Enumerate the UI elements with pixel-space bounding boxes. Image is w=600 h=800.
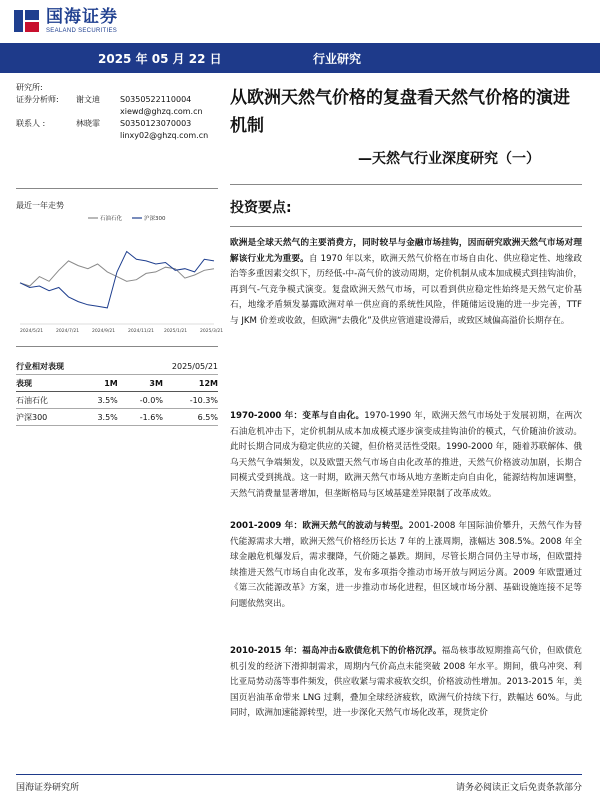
- paragraph-lead: 欧洲是全球天然气的主要消费方，同时较早与金融市场挂钩，因而研究欧洲天然气市场对理解该行业尤为重要。: [230, 238, 582, 264]
- x-tick-label: 2024/7/21: [56, 329, 80, 334]
- table-cell: -0.0%: [118, 392, 163, 409]
- table-cell: -10.3%: [163, 392, 218, 409]
- trend-chart: [16, 212, 224, 337]
- x-tick-label: 2024/9/21: [92, 329, 116, 334]
- contact-name: 林晓霏: [76, 119, 100, 128]
- legend-label: 沪深300: [144, 216, 166, 222]
- contact-email[interactable]: linxy02@ghzq.com.cn: [120, 131, 209, 140]
- contact-label: 联系人 :: [16, 119, 46, 128]
- report-subtitle: —天然气行业深度研究（一）: [358, 151, 540, 167]
- section-divider: [230, 226, 582, 227]
- paragraph-text: 1970-1990 年，欧洲天然气市场处于发展初期，在两次石油危机冲击下，定价机制从成本加成模式逐步演变成挂钩油价的模式，气价随油价波动。此时长期合同成为稳定供应的关键，但价格灵活性受限。1990-2000 年，随着苏联解体、俄乌天然气争端频发，以及欧盟天然气市场自由化改革的推进，天然气价格波动加剧，长期合同模式受到挑战。这一时期，欧洲天然气市场从地方垄断走向自由化，能源结构加速调整，天然气消费量显著增加，但垄断格局与区域基建差异限制了改革成效。: [230, 411, 582, 499]
- title-line-2: 机制: [230, 116, 264, 136]
- table-row: [16, 409, 218, 426]
- performance-table: [16, 358, 218, 426]
- table-header: 12M: [163, 375, 218, 392]
- paragraph-text: 福岛核事故短期推高气价，但欧债危机引发的经济下滑抑制需求，周期内气价高点未能突破 2008 年水平。期间，俄乌冲突、利比亚局势动荡等事件频发，供应收紧与需求疲软交织，价格波动性增加。2013-2015 年，美国页岩油革命带来 LNG 过剩，叠加全球经济疲软，欧洲气价持续下行，跌幅达 60%。与此同时，欧洲加速能源转型，进一步深化天然气市场化改革，现货定价: [230, 646, 582, 719]
- table-cell: 石油石化: [16, 392, 78, 409]
- brand-name-cn: 国海证券: [46, 6, 118, 27]
- report-date: 2025 年 05 月 22 日: [98, 52, 222, 66]
- left-divider: [16, 188, 218, 189]
- table-header: 3M: [118, 375, 163, 392]
- table-header-row: [16, 375, 218, 392]
- analyst-label: 证券分析师:: [16, 95, 59, 104]
- author-info: [16, 82, 218, 142]
- performance-title: 行业相对表现: [16, 358, 118, 375]
- x-tick-label: 2025/1/21: [164, 329, 188, 334]
- paragraph-lead: 2001-2009 年：欧洲天然气的波动与转型。: [230, 521, 409, 531]
- analyst-email[interactable]: xiewd@ghzq.com.cn: [120, 107, 203, 116]
- paragraph: [230, 409, 582, 503]
- footer-divider: [16, 774, 582, 775]
- contact-cert: S0350123070003: [120, 119, 192, 128]
- table-header: 表现: [16, 375, 78, 392]
- section-heading: 投资要点:: [230, 200, 292, 216]
- x-tick-label: 2025/3/21: [200, 329, 224, 334]
- paragraph-lead: 2010-2015 年：福岛冲击&欧债危机下的价格沉浮。: [230, 646, 442, 656]
- institute-heading: 研究所:: [16, 83, 43, 92]
- paragraph: [230, 644, 582, 722]
- analyst-name: 谢文迪: [76, 95, 100, 104]
- x-tick-label: 2024/5/21: [20, 329, 44, 334]
- brand-name-en: SEALAND SECURITIES: [46, 27, 118, 34]
- footer-left: 国海证券研究所: [16, 783, 80, 793]
- left-divider-2: [16, 346, 218, 347]
- paragraph-lead: 1970-2000 年：变革与自由化。: [230, 411, 365, 421]
- table-row: [16, 392, 218, 409]
- table-cell: 3.5%: [78, 392, 118, 409]
- analyst-cert: S0350522110004: [120, 95, 192, 104]
- series-line-1: [20, 252, 214, 308]
- legend-label: 石油石化: [100, 216, 123, 222]
- report-title: [230, 84, 582, 140]
- table-cell: 3.5%: [78, 409, 118, 426]
- x-tick-label: 2024/11/21: [128, 329, 154, 334]
- table-header: 1M: [78, 375, 118, 392]
- table-cell: 沪深300: [16, 409, 78, 426]
- table-cell: -1.6%: [118, 409, 163, 426]
- paragraph: [230, 519, 582, 613]
- paragraph-text: 2001-2008 年国际油价攀升，天然气作为替代能源需求大增，欧洲天然气价格经历长达 7 年的上涨周期，涨幅达 308.5%。2008 年全球金融危机爆发后，需求骤降，气价随之暴跌。期间，尽管长期合同仍主导市场，但欧盟持续推进天然气市场自由化改革，发布多项指令推动市场开放与网运分离。2009 年欧盟通过《第三次能源改革》方案，进一步推动市场化进程，但区域市场分割、基础设施连接不足等问题依然突出。: [230, 521, 582, 609]
- title-divider: [230, 184, 582, 185]
- title-line-1: 从欧洲天然气价格的复盘看天然气价格的演进: [230, 88, 570, 108]
- paragraph-text: 自 1970 年以来，欧洲天然气价格在市场自由化、供应稳定性、地缘政治等多重因素交织下，历经低-中-高气价的波动周期，定价机制从成本加成模式到挂钩油价，再到气-气竞争模式演变。复盘欧洲天然气市场，可以看到供应稳定性始终是天然气定价基石，地缘矛盾频发暴露欧洲对单一供应商的系统性风险，伴随储运设施的进一步完善，TTF 与 JKM 价差或收敛，但欧洲“去俄化”及供应管道建设滞后，或致区域偏高溢价长期存在。: [230, 253, 582, 326]
- table-cell: 6.5%: [163, 409, 218, 426]
- footer-disclaimer: 请务必阅读正文后免责条款部分: [455, 783, 582, 793]
- trend-title: 最近一年走势: [16, 201, 64, 210]
- logo-mark-icon: [14, 8, 40, 34]
- paragraph: [230, 236, 582, 330]
- performance-date: 2025/05/21: [118, 358, 218, 375]
- brand-logo: [14, 6, 118, 36]
- header-banner: [0, 43, 600, 73]
- report-type: 行业研究: [313, 52, 362, 66]
